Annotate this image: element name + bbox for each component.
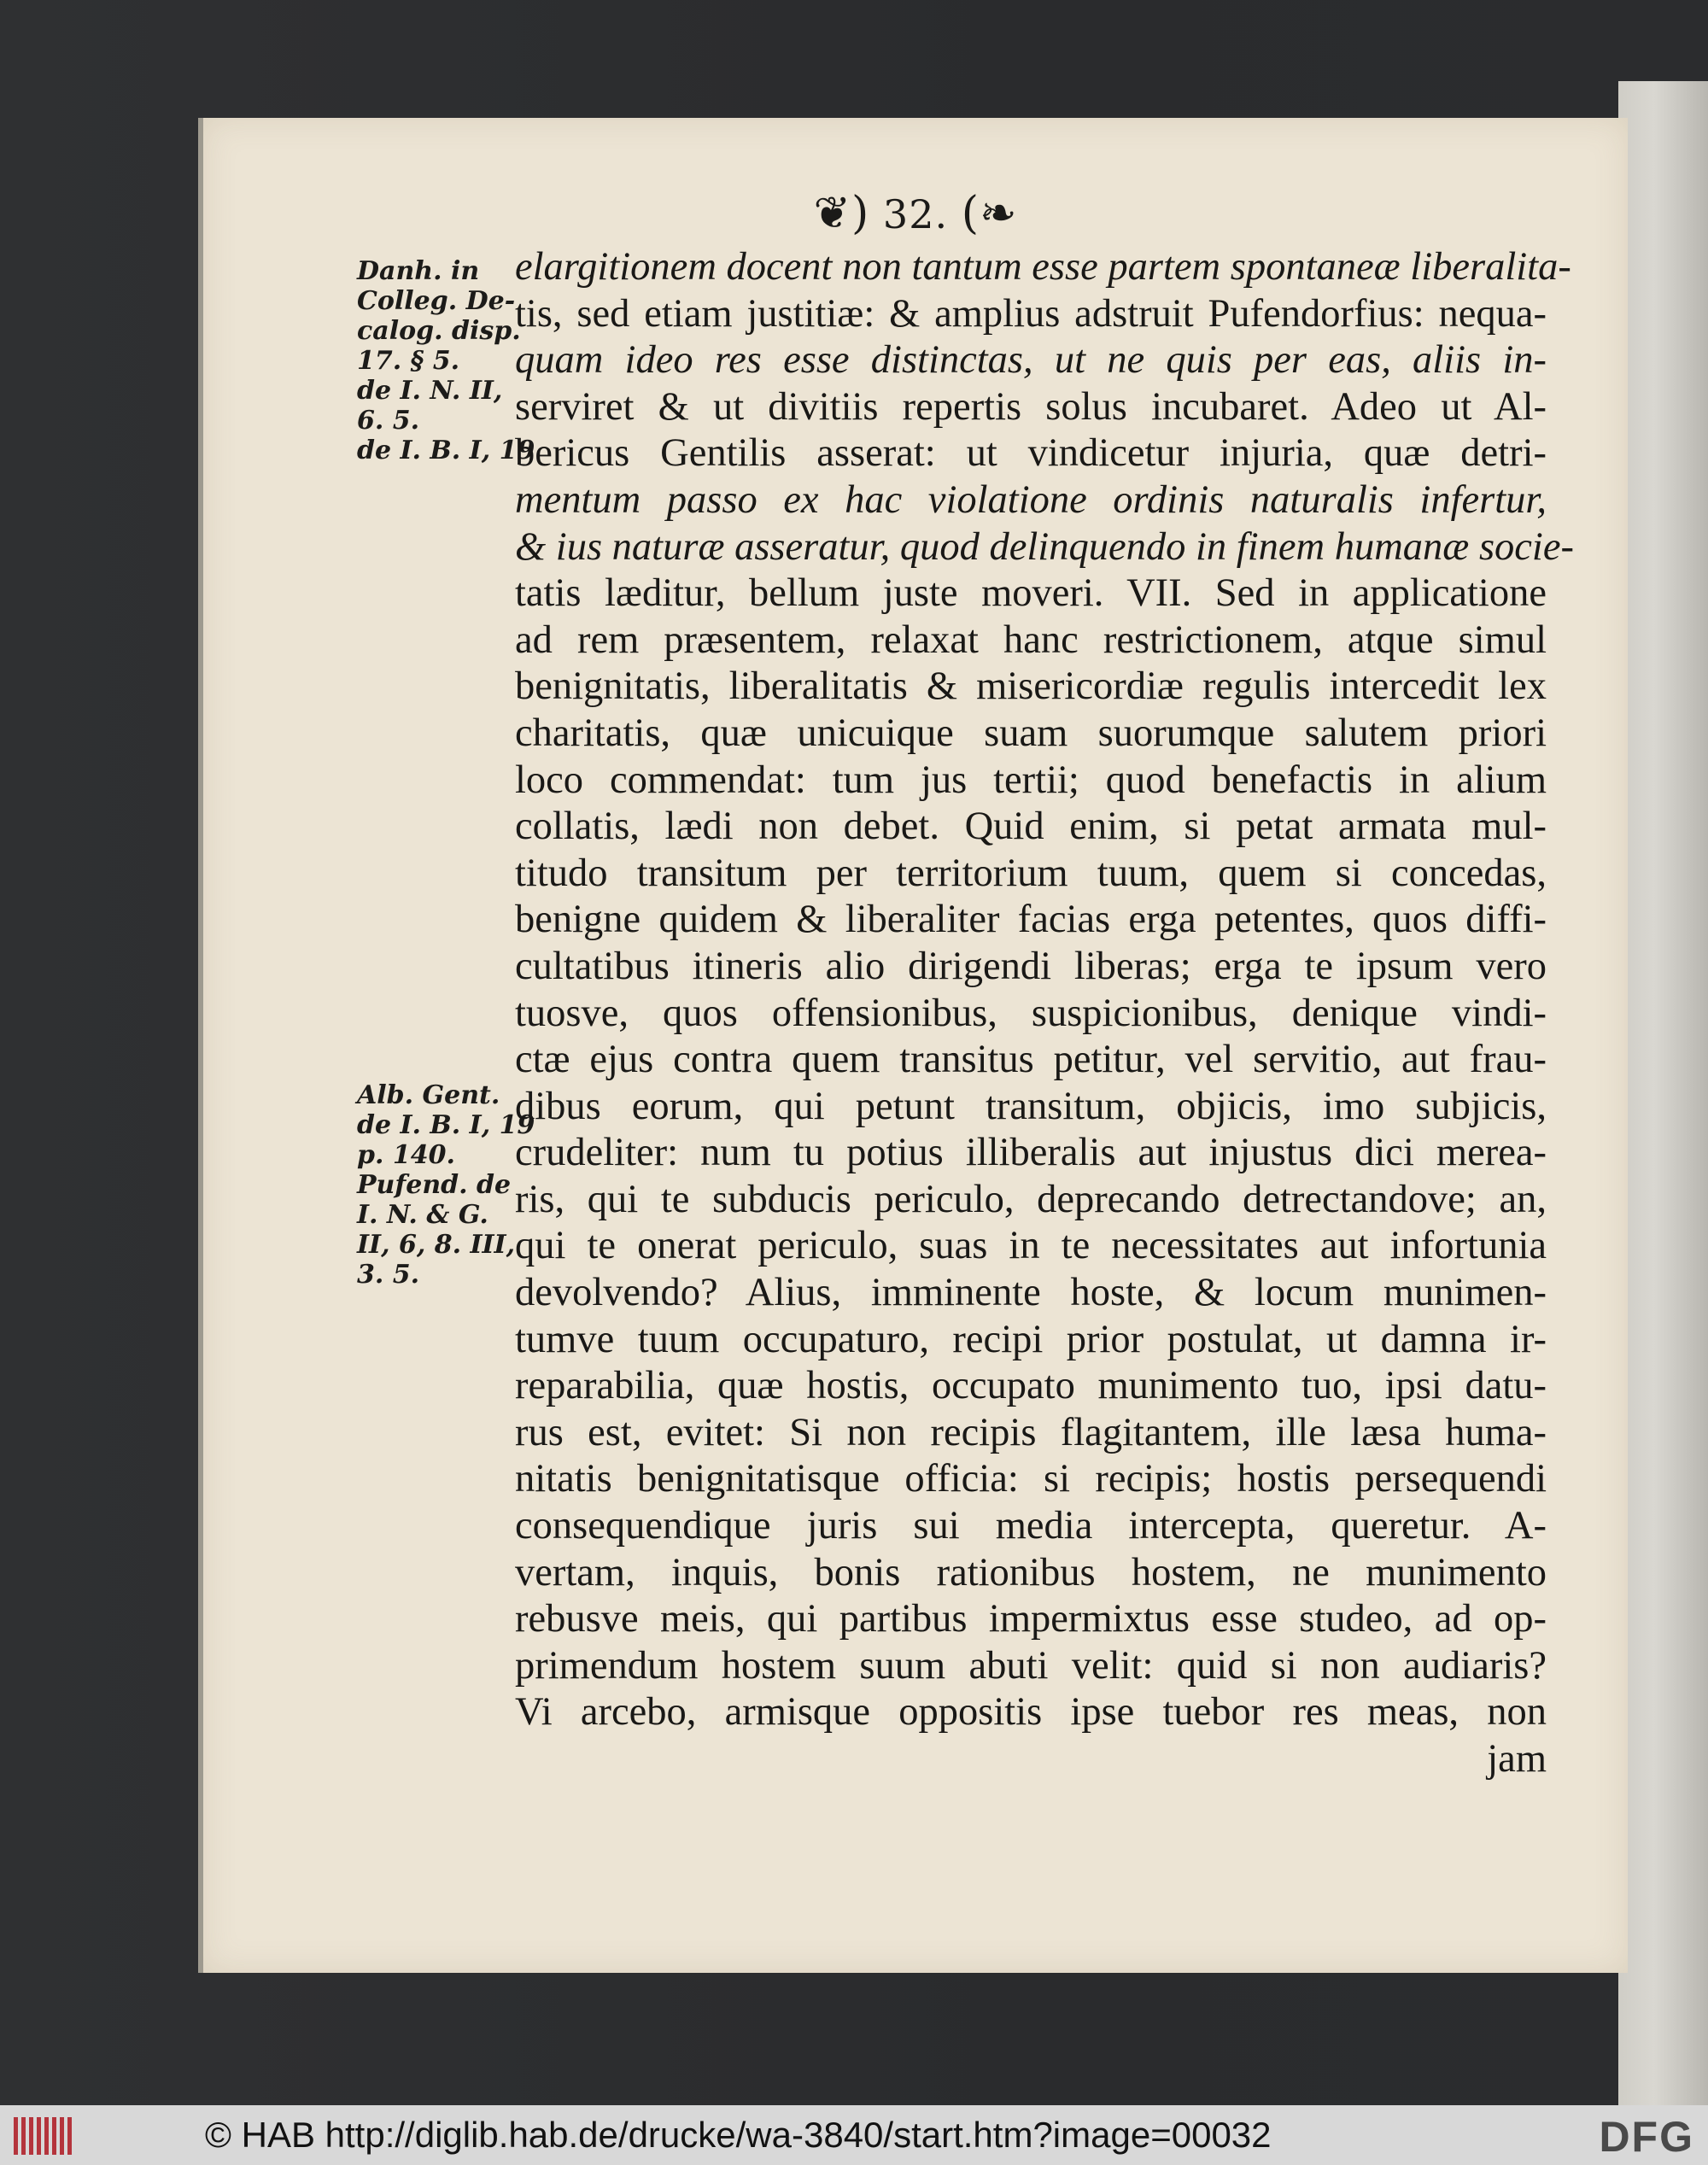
text-line: bericus Gentilis asserat: ut vindicetur injuria, quæ detri- xyxy=(515,431,1547,476)
margin-note-line: 17. § 5. xyxy=(357,346,460,376)
text-line: devolvendo? Alius, imminente hoste, & locum munimen- xyxy=(515,1271,1547,1315)
margin-note-line: de I. N. II, xyxy=(357,376,503,406)
catchword: jam xyxy=(1487,1737,1547,1781)
margin-note-line: de I. B. I, 19 xyxy=(357,1110,535,1140)
copyright-link[interactable]: © HAB http://diglib.hab.de/drucke/wa-3840/start.htm?image=00032 xyxy=(205,2115,1272,2155)
text-line: mentum passo ex hac violatione ordinis naturalis infertur, xyxy=(515,477,1547,522)
page-header xyxy=(203,188,1628,239)
left-ornament: ❦) xyxy=(813,188,870,239)
viewer-footer xyxy=(0,2105,1708,2165)
text-line: titudo transitum per territorium tuum, quem si concedas, xyxy=(515,851,1547,895)
text-line: tatis læditur, bellum juste moveri. VII. Sed in applicatione xyxy=(515,571,1547,616)
text-line: tuosve, quos offensionibus, suspicionibus, denique vindi- xyxy=(515,991,1547,1035)
text-line: & ius naturæ asseratur, quod delinquendo in finem humanæ socie- xyxy=(515,524,1574,569)
page-number: 32. xyxy=(882,191,949,237)
margin-note-line: 3. 5. xyxy=(357,1260,420,1290)
text-line: dibus eorum, qui petunt transitum, objicis, imo subjicis, xyxy=(515,1084,1547,1128)
margin-note-group-2 xyxy=(357,1080,535,1290)
margin-note-line: II, 6, 8. III, xyxy=(357,1230,516,1260)
text-line: qui te onerat periculo, suas in te necessitates aut infortunia xyxy=(515,1224,1547,1268)
margin-note-line: p. 140. xyxy=(357,1140,455,1170)
text-line: quam ideo res esse distinctas, ut ne quis per eas, aliis in- xyxy=(515,338,1547,383)
text-line: vertam, inquis, bonis rationibus hostem, ne munimento xyxy=(515,1550,1547,1594)
right-ornament: (❧ xyxy=(961,188,1018,239)
barcode-icon xyxy=(14,2117,75,2155)
text-line: crudeliter: num tu potius illiberalis aut injustus dici merea- xyxy=(515,1131,1547,1175)
margin-note-line: 6. 5. xyxy=(357,406,420,436)
text-line: cultatibus itineris alio dirigendi liberas; erga te ipsum vero xyxy=(515,944,1547,988)
text-line: consequendique juris sui media intercepta, queretur. A- xyxy=(515,1504,1547,1548)
text-line: tumve tuum occupaturo, recipi prior postulat, ut damna ir- xyxy=(515,1317,1547,1361)
margin-note-group-1 xyxy=(357,256,535,465)
text-line: charitatis, quæ unicuique suam suorumque salutem priori xyxy=(515,711,1547,755)
text-line: ris, qui te subducis periculo, deprecando detrectandove; an, xyxy=(515,1177,1547,1221)
text-line: rebusve meis, qui partibus impermixtus esse studeo, ad op- xyxy=(515,1597,1547,1641)
body-text xyxy=(515,244,1574,1783)
margin-note-line: Colleg. De- xyxy=(357,286,516,316)
text-line: elargitionem docent non tantum esse partem spontaneæ liberalita- xyxy=(515,245,1571,289)
book-page xyxy=(198,118,1628,1973)
margin-note-line: Alb. Gent. xyxy=(357,1080,500,1110)
text-line: benignitatis, liberalitatis & misericordiæ regulis intercedit lex xyxy=(515,664,1547,709)
text-line: nitatis benignitatisque officia: si recipis; hostis persequendi xyxy=(515,1457,1547,1501)
text-line: collatis, lædi non debet. Quid enim, si petat armata mul- xyxy=(515,805,1547,849)
margin-note-line: de I. B. I, 19 xyxy=(357,436,535,465)
margin-note-line: I. N. & G. xyxy=(357,1200,488,1230)
text-line: ctæ ejus contra quem transitus petitur, vel servitio, aut frau- xyxy=(515,1038,1547,1082)
margin-note-line: Danh. in xyxy=(357,256,480,286)
margin-note-line: Pufend. de xyxy=(357,1170,512,1200)
text-line: reparabilia, quæ hostis, occupato munimento tuo, ipsi datu- xyxy=(515,1364,1547,1408)
text-line: primendum hostem suum abuti velit: quid si non audiaris? xyxy=(515,1643,1547,1688)
text-line: benigne quidem & liberaliter facias erga petentes, quos diffi- xyxy=(515,898,1547,942)
next-page-edge xyxy=(1618,81,1708,2105)
text-line: ad rem præsentem, relaxat hanc restrictionem, atque simul xyxy=(515,617,1547,662)
text-line: serviret & ut divitiis repertis solus incubaret. Adeo ut Al- xyxy=(515,384,1547,429)
margin-note-line: calog. disp. xyxy=(357,316,521,346)
dfg-logo: DFG xyxy=(1599,2113,1694,2161)
text-line: rus est, evitet: Si non recipis flagitantem, ille læsa huma- xyxy=(515,1410,1547,1454)
text-line: tis, sed etiam justitiæ: & amplius adstruit Pufendorfius: nequa- xyxy=(515,291,1547,336)
text-line: loco commendat: tum jus tertii; quod benefactis in alium xyxy=(515,758,1547,802)
text-line: Vi arcebo, armisque oppositis ipse tuebor res meas, non xyxy=(515,1690,1547,1735)
